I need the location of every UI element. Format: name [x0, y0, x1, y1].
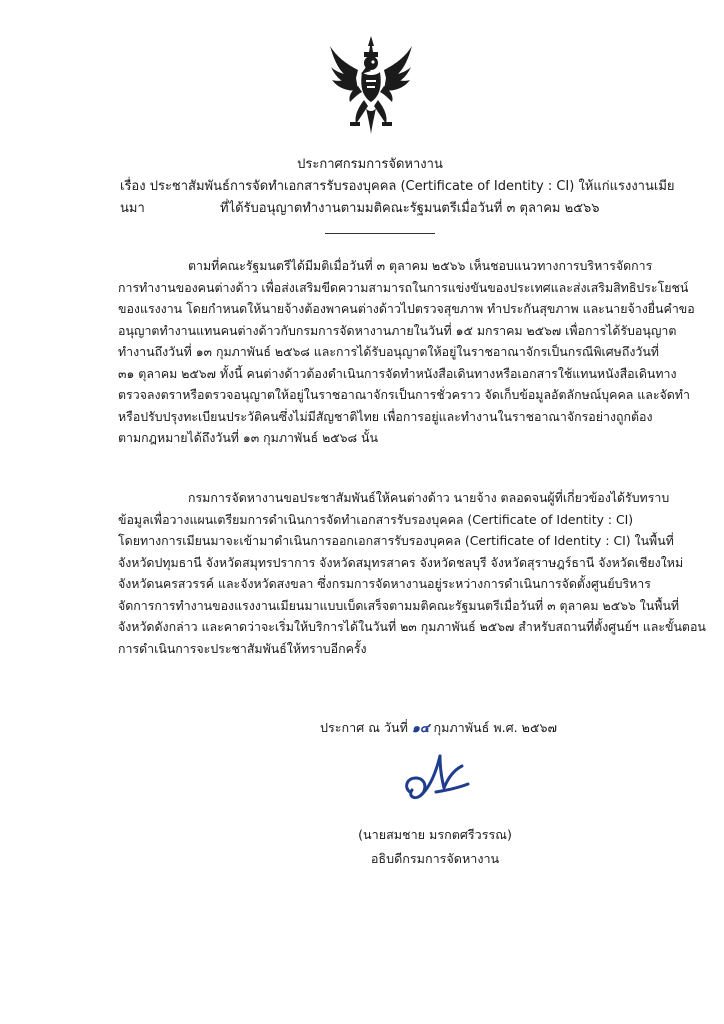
paragraph-line: โดยทางการเมียนมาจะเข้ามาดำเนินการออกเอกสารรับรองบุคคล (Certificate of Identity : CI) ในพื้นที่ — [118, 533, 674, 548]
paragraph-line: ทำงานถึงวันที่ ๑๓ กุมภาพันธ์ ๒๕๖๘ และการได้รับอนุญาตให้อยู่ในราชอาณาจักรเป็นกรณีพิเศษถึงวันที่ — [118, 344, 659, 359]
paragraph-line: การทำงานของคนต่างด้าว เพื่อส่งเสริมขีดความสามารถในการแข่งขันของประเทศและส่งเสริมสิทธิประโยชน์ — [118, 279, 689, 295]
paragraph-line: ตามกฎหมายได้ถึงวันที่ ๑๓ กุมภาพันธ์ ๒๕๖๘ นั้น — [118, 430, 378, 445]
date-suffix: กุมภาพันธ์ พ.ศ. ๒๕๖๗ — [433, 720, 557, 735]
paragraph-line: กรมการจัดหางานขอประชาสัมพันธ์ให้คนต่างด้าว นายจ้าง ตลอดจนผู้ที่เกี่ยวข้องได้รับทราบ — [188, 490, 670, 505]
subject-line-1: เรื่อง ประชาสัมพันธ์การจัดทำเอกสารรับรองบุคคล (Certificate of Identity : CI) ให้แก่แรงงานเมียนมา — [120, 179, 675, 216]
handwritten-day: ๑๔ — [411, 720, 430, 735]
paragraph-line: หรือปรับปรุงทะเบียนประวัติคนซึ่งไม่มีสัญชาติไทย เพื่อการอยู่และทำงานในราชอาณาจักรอย่างถูกต้อง — [118, 408, 653, 424]
announcement-date — [320, 717, 557, 739]
paragraph-1 — [118, 255, 695, 449]
paragraph-line: การดำเนินการจะประชาสัมพันธ์ให้ทราบอีกครั้ง — [118, 640, 367, 656]
paragraph-line: จัดการการทำงานของแรงงานเมียนมาแบบเบ็ดเสร็จตามมติคณะรัฐมนตรีเมื่อวันที่ ๓ ตุลาคม ๒๕๖๖ ในพื้นที่ — [118, 597, 680, 613]
signer-title: อธิบดีกรมการจัดหางาน — [370, 851, 500, 866]
garuda-emblem-icon — [328, 34, 414, 136]
paragraph-line: ตามที่คณะรัฐมนตรีได้มีมติเมื่อวันที่ ๓ ตุลาคม ๒๕๖๖ เห็นชอบแนวทางการบริหารจัดการ — [188, 258, 653, 273]
paragraph-line: จังหวัดนครสวรรค์ และจังหวัดสงขลา ซึ่งกรมการจัดหางานอยู่ระหว่างการดำเนินการจัดตั้งศูนย์บริหาร — [118, 576, 651, 591]
subject-line-2: ที่ได้รับอนุญาตทำงานตามมติคณะรัฐมนตรีเมื่อวันที่ ๓ ตุลาคม ๒๕๖๖ — [220, 201, 600, 216]
paragraph-line: ๓๑ ตุลาคม ๒๕๖๗ ทั้งนี้ คนต่างด้าวต้องดำเนินการจัดทำหนังสือเดินทางหรือเอกสารใช้แทนหนังสือเดินทาง — [118, 365, 677, 381]
paragraph-line: อนุญาตทำงานแทนคนต่างด้าวกับกรมการจัดหางานภายในวันที่ ๑๕ มกราคม ๒๕๖๗ เพื่อการได้รับอนุญาต — [118, 322, 677, 338]
paragraph-line: จังหวัดปทุมธานี จังหวัดสมุทรปราการ จังหวัดสมุทรสาคร จังหวัดชลบุรี จังหวัดสุราษฎร์ธานี จังหวัดเชียงใหม่ — [118, 554, 684, 570]
paragraph-line: ข้อมูลเพื่อวางแผนเตรียมการดำเนินการจัดทำเอกสารรับรองบุคคล (Certificate of Identity : CI) — [118, 511, 634, 527]
announcement-title: ประกาศกรมการจัดหางาน — [297, 157, 443, 172]
header-divider — [325, 233, 435, 234]
paragraph-line: ของแรงงาน โดยกำหนดให้นายจ้างต้องพาคนต่างด้าวไปตรวจสุขภาพ ทำประกันสุขภาพ และนายจ้างยื่นคำขอ — [118, 301, 695, 316]
paragraph-2 — [118, 487, 706, 659]
date-prefix: ประกาศ ณ วันที่ — [320, 720, 408, 735]
paragraph-line: จังหวัดดังกล่าว และคาดว่าจะเริ่มให้บริการได้ในวันที่ ๒๓ กุมภาพันธ์ ๒๕๖๗ สำหรับสถานที่ตั้งศูนย์ฯ และขั้นตอน — [118, 619, 706, 634]
paragraph-line: ตรวจลงตราหรือตรวจอนุญาตให้อยู่ในราชอาณาจักรเป็นการชั่วคราว จัดเก็บข้อมูลอัตลักษณ์บุคคล และจัดทำ — [118, 387, 690, 402]
handwritten-signature-icon — [396, 748, 480, 810]
signer-name: (นายสมชาย มรกตศรีวรรณ) — [358, 827, 512, 842]
